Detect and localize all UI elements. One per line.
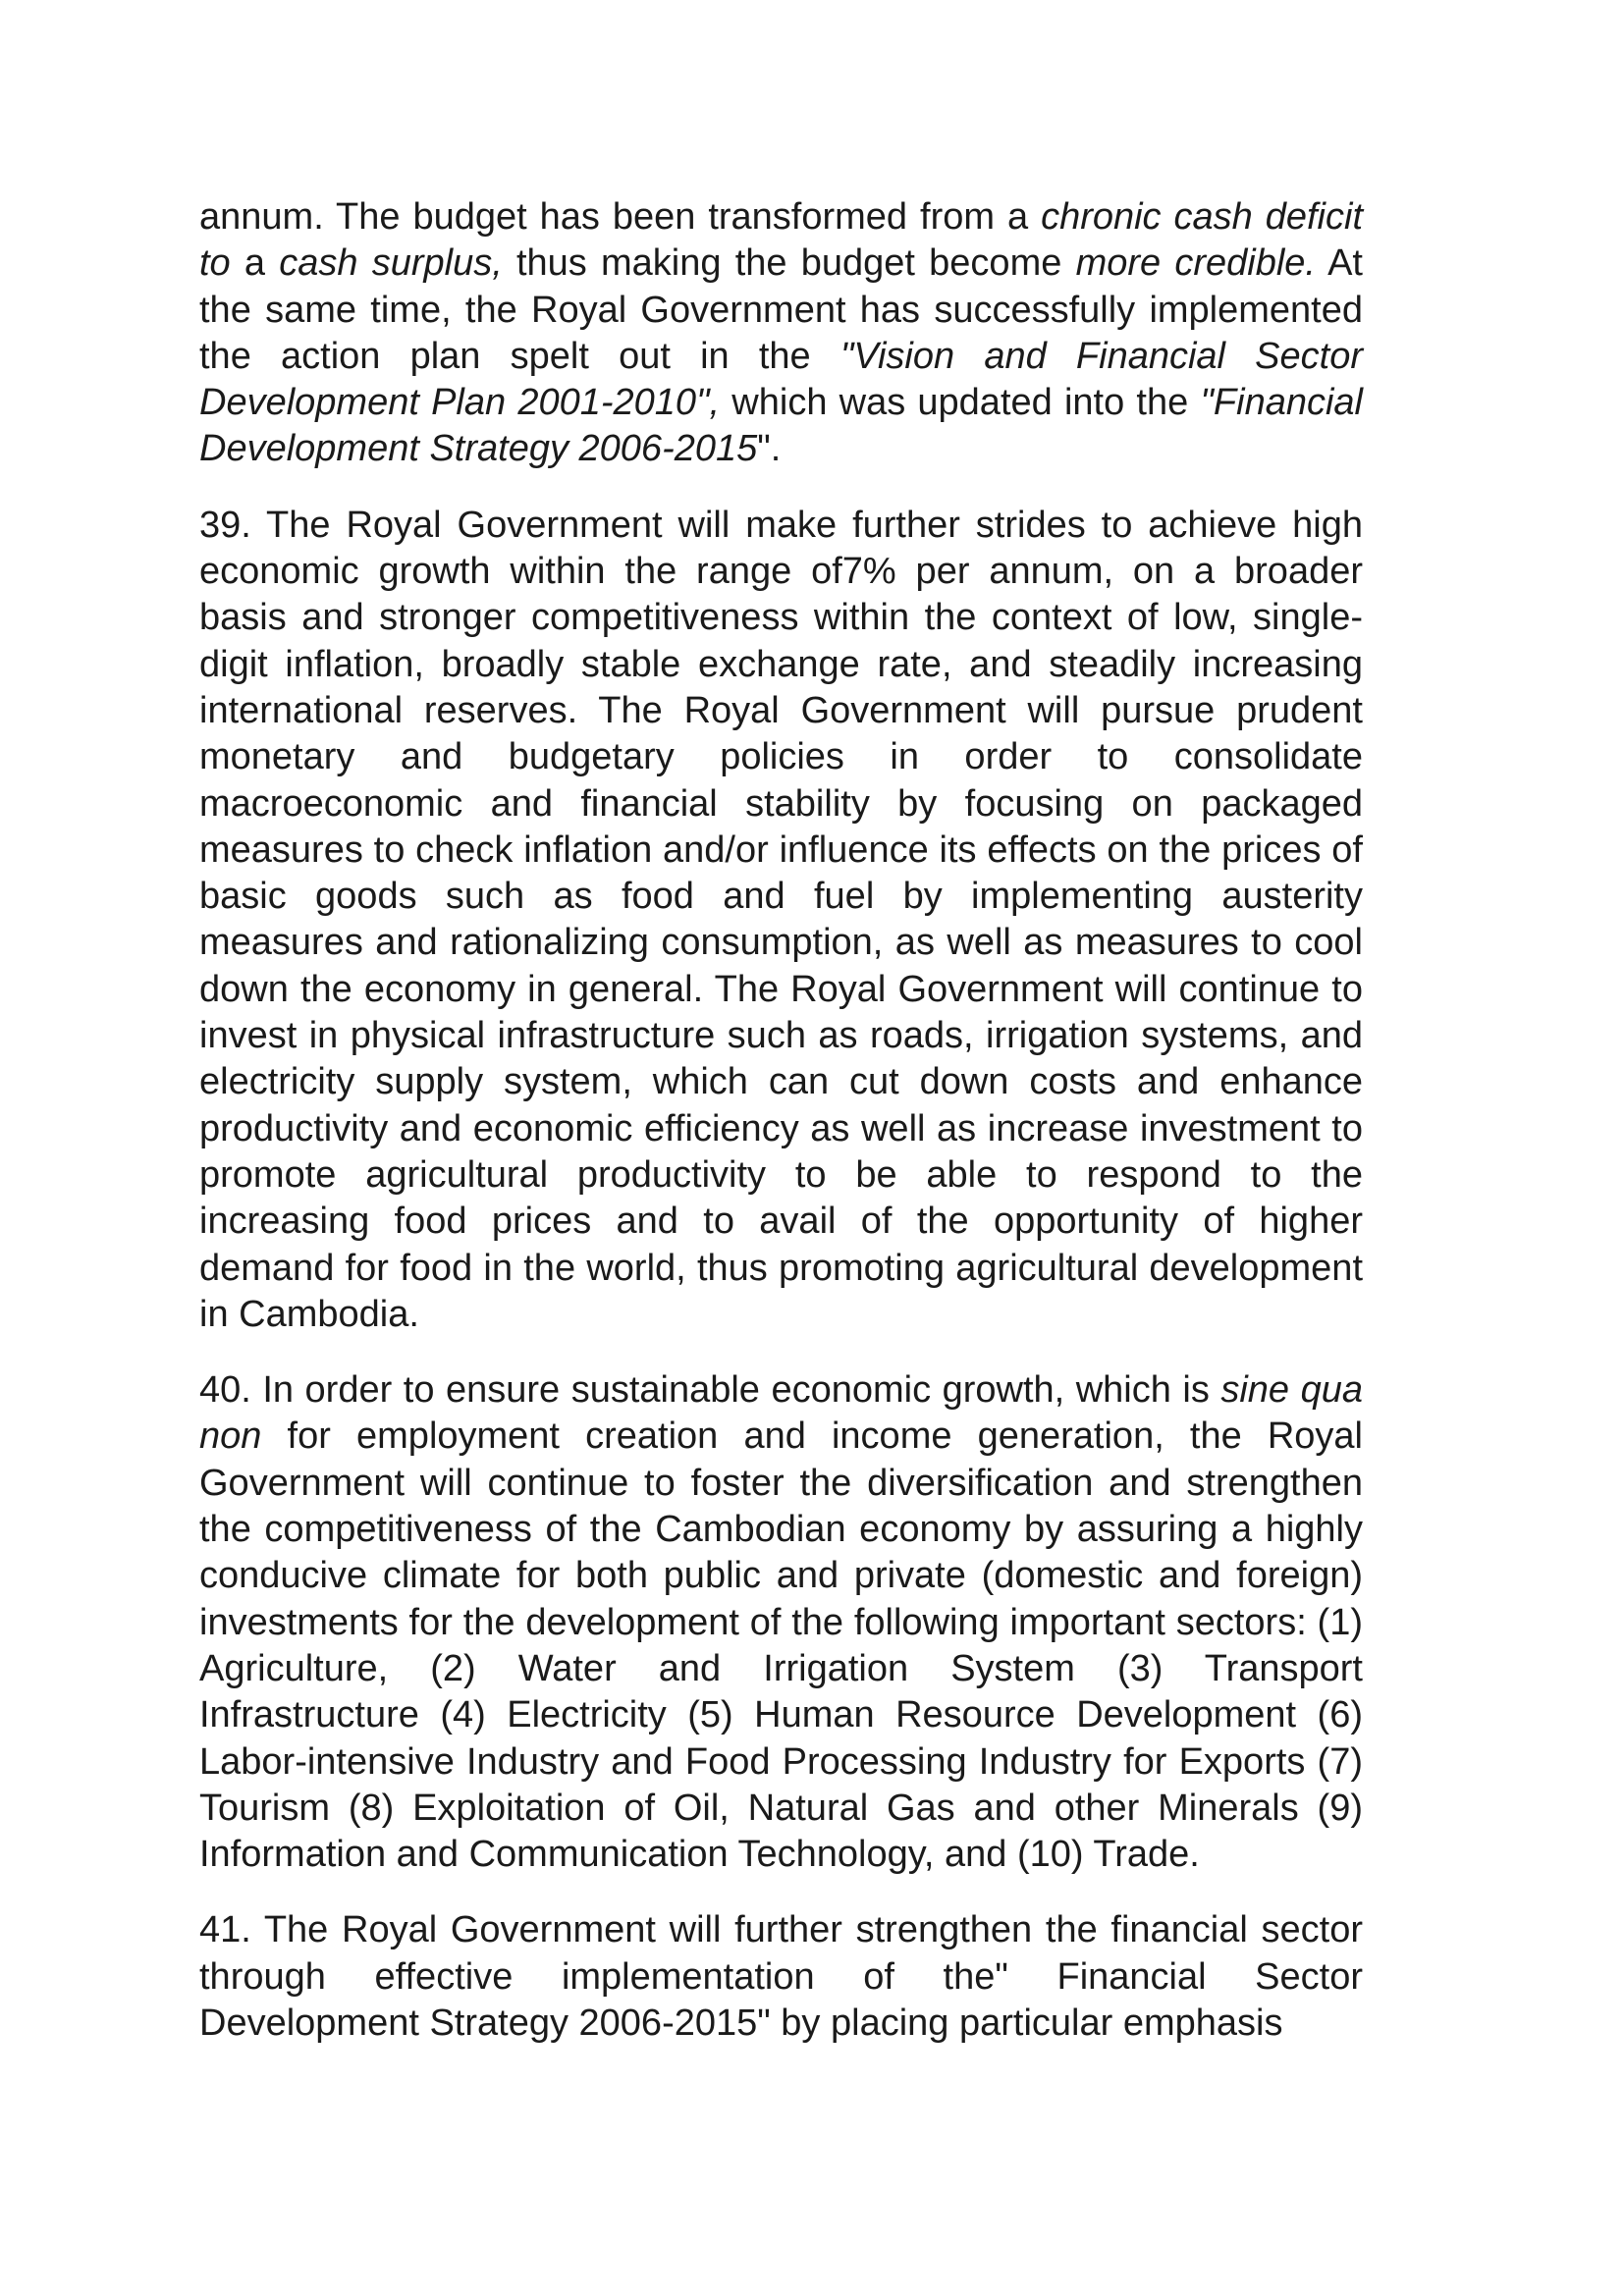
text-span: thus making the budget become [502,242,1076,285]
italic-span: "Vision and Financial Sector Development Plan 2001-2010", [199,335,1363,424]
paragraph-budget-continuation [199,194,1363,473]
text-span: At the same time, the Royal Government has successfully implemented the action plan spelt out in the [199,242,1363,377]
text-span: annum. The budget has been transformed from a [199,196,1042,238]
paragraph-41: 41. The Royal Government will further strengthen the financial sector through effective implementation of the" Financial Sector Development Strategy 2006-2015" by placing particular emphasis [199,1909,1363,2044]
text-span: 40. In order to ensure sustainable economic growth, which is [199,1369,1221,1412]
document-page [199,194,1363,2076]
paragraph-40 [199,1367,1363,1878]
italic-span: chronic cash deficit to [199,196,1363,285]
italic-span: "Financial Development Strategy 2006-2015 [199,382,1363,470]
text-span: for employment creation and income generation, the Royal Government will continue to foster the diversification and strengthen the competitiveness of the Cambodian economy by assuring a highly conducive climate for both public and private (domestic and foreign) investments for the development of the following important sectors: (1) Agriculture, (2) Water and Irrigation System (3) Transport Infrastructure (4) Electricity (5) Human Resource Development (6) Labor-intensive Industry and Food Processing Industry for Exports (7) Tourism (8) Exploitation of Oil, Natural Gas and other Minerals (9) Information and Communication Technology, and (10) Trade. [199,1415,1363,1876]
italic-span: sine qua non [199,1369,1363,1458]
paragraph-39: 39. The Royal Government will make further strides to achieve high economic growth within the range of7% per annum, on a broader basis and stronger competitiveness within the context of low, single-digit inflation, broadly stable exchange rate, and steadily increasing international reserves. The Royal Government will pursue prudent monetary and budgetary policies in order to consolidate macroeconomic and financial stability by focusing on packaged measures to check inflation and/or influence its effects on the prices of basic goods such as food and fuel by implementing austerity measures and rationalizing consumption, as well as measures to cool down the economy in general. The Royal Government will continue to invest in physical infrastructure such as roads, irrigation systems, and electricity supply system, which can cut down costs and enhance productivity and economic efficiency as well as increase investment to promote agricultural productivity to be able to respond to the increasing food prices and to avail of the opportunity of higher demand for food in the world, thus promoting agricultural development in Cambodia. [199,504,1363,1335]
text-span: which was updated into the [720,382,1201,424]
text-span: a [230,242,280,285]
text-span: ". [757,428,782,470]
italic-span: more credible. [1075,242,1316,285]
italic-span: cash surplus, [279,242,503,285]
